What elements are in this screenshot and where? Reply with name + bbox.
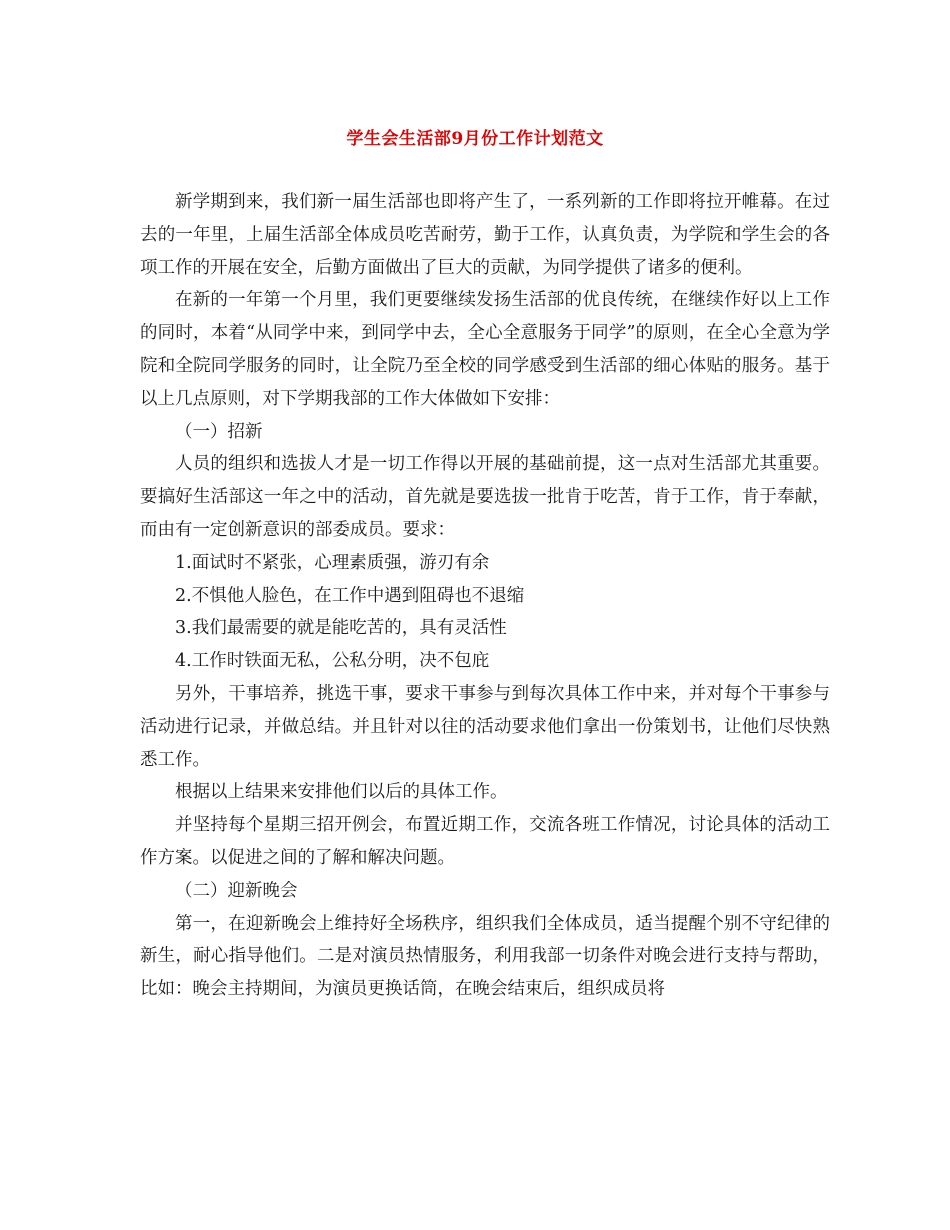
document-title: 学生会生活部9月份工作计划范文	[346, 129, 604, 149]
paragraph-intro: 新学期到来，我们新一届生活部也即将产生了，一系列新的工作即将拉开帷幕。在过去的一年里，上届生活部全体成员吃苦耐劳，勤于工作，认真负责，为学院和学生会的各项工作的开展在安全，后勤方面做出了巨大的贡献，为同学提供了诸多的便利。	[140, 192, 830, 278]
requirement-item-3: 3.我们最需要的就是能吃苦的，具有灵活性	[175, 618, 507, 639]
requirement-item-4: 4.工作时铁面无私，公私分明，决不包庇	[175, 651, 490, 672]
paragraph-recruitment: 人员的组织和选拔人才是一切工作得以开展的基础前提，这一点对生活部尤其重要。要搞好生活部这一年之中的活动，首先就是要选拔一批肯于吃苦，肯于工作，肯于奉献，而由有一定创新意识的部委成员。要求：	[140, 454, 830, 540]
requirement-item-1: 1.面试时不紧张，心理素质强，游刃有余	[175, 552, 490, 573]
paragraph-principles: 在新的一年第一个月里，我们更要继续发扬生活部的优良传统，在继续作好以上工作的同时，本着“从同学中来，到同学中去，全心全意服务于同学”的原则，在全心全意为学院和全院同学服务的同时，让全院乃至全校的同学感受到生活部的细心体贴的服务。基于以上几点原则，对下学期我部的工作大体做如下安排：	[140, 290, 830, 409]
document-body	[140, 186, 830, 1006]
paragraph-welcome-party: 第一，在迎新晚会上维持好全场秩序，组织我们全体成员，适当提醒个别不守纪律的新生，耐心指导他们。二是对演员热情服务，利用我部一切条件对晚会进行支持与帮助，比如：晚会主持期间，为演员更换话筒，在晚会结束后，组织成员将	[140, 913, 830, 1000]
paragraph-meetings: 并坚持每个星期三招开例会，布置近期工作，交流各班工作情况，讨论具体的活动工作方案。以促进之间的了解和解决问题。	[140, 815, 830, 868]
paragraph-training: 另外，干事培养，挑选干事，要求干事参与到每次具体工作中来，并对每个干事参与活动进行记录，并做总结。并且针对以往的活动要求他们拿出一份策划书，让他们尽快熟悉工作。	[140, 683, 830, 770]
section-heading-welcome-party: （二）迎新晚会	[175, 880, 298, 901]
section-heading-recruitment: （一）招新	[175, 421, 263, 442]
requirement-item-2: 2.不惧他人脸色，在工作中遇到阻碍也不退缩	[175, 585, 525, 606]
paragraph-arrangement: 根据以上结果来安排他们以后的具体工作。	[175, 782, 508, 803]
